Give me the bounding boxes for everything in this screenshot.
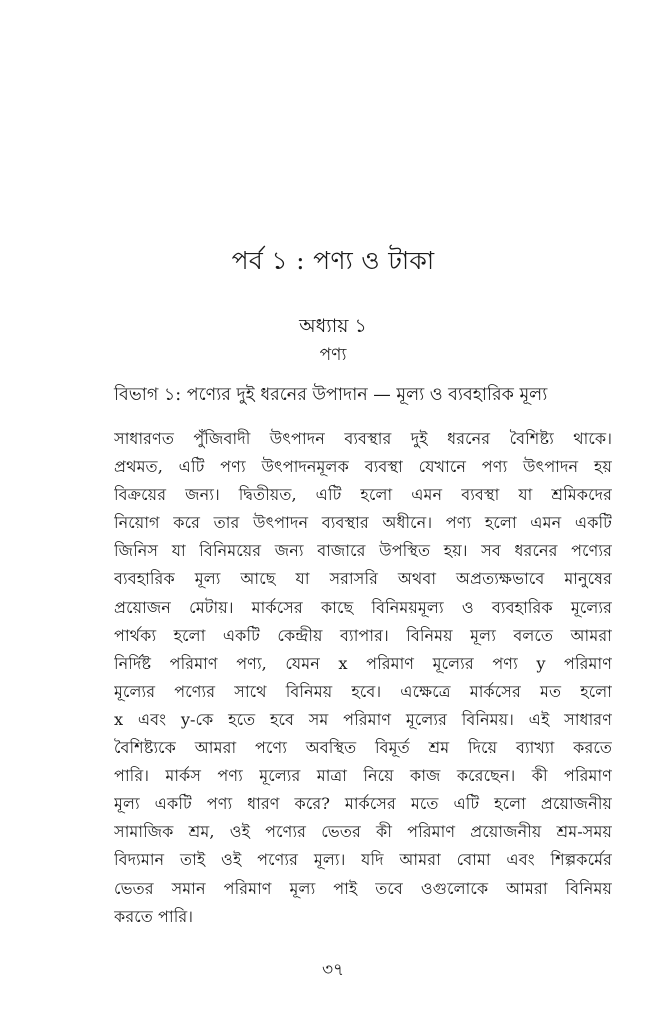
- paragraph-line: ব্যবহারিক মূল্য আছে যা সরাসরি অথবা অপ্রত্যক্ষভাবে মানুষের: [114, 569, 612, 589]
- paragraph-line: x এবং y-কে হতে হবে সম পরিমাণ মূল্যের বিনিময়। এই সাধারণ: [114, 709, 612, 729]
- page-number: ৩৭: [321, 960, 345, 980]
- chapter-name: পণ্য: [319, 345, 347, 365]
- paragraph-line: মূল্য একটি পণ্য ধারণ করে? মার্কসের মতে এটি হলো প্রয়োজনীয়: [114, 794, 612, 814]
- paragraph-line: প্রথমত, এটি পণ্য উৎপাদনমূলক ব্যবস্থা যেখানে পণ্য উৎপাদন হয়: [114, 457, 612, 477]
- paragraph-line: প্রয়োজন মেটায়। মার্কসের কাছে বিনিময়মূল্য ও ব্যবহারিক মূল্যের: [114, 597, 612, 617]
- body-paragraph: [114, 425, 612, 931]
- paragraph-line: বিক্রয়ের জন্য। দ্বিতীয়ত, এটি হলো এমন ব্যবস্থা যা শ্রমিকদের: [114, 485, 612, 505]
- paragraph-line: বৈশিষ্ট্যকে আমরা পণ্যে অবস্থিত বিমূর্ত শ্রম দিয়ে ব্যাখ্যা করতে: [114, 738, 612, 758]
- paragraph-line: বিদ্যমান তাই ওই পণ্যের মূল্য। যদি আমরা বোমা এবং শিল্পকর্মের: [114, 850, 612, 870]
- paragraph-line: সামাজিক শ্রম, ওই পণ্যের ভেতর কী পরিমাণ প্রয়োজনীয় শ্রম-সময়: [114, 822, 612, 842]
- paragraph-line: করতে পারি।: [114, 906, 194, 926]
- paragraph-line: সাধারণত পুঁজিবাদী উৎপাদন ব্যবস্থার দুই ধরনের বৈশিষ্ট্য থাকে।: [114, 429, 612, 448]
- chapter-label: অধ্যায় ১: [299, 315, 367, 337]
- paragraph-line: পারি। মার্কস পণ্য মূল্যের মাত্রা নিয়ে কাজ করেছেন। কী পরিমাণ: [114, 766, 612, 786]
- paragraph-line: মূল্যের পণ্যের সাথে বিনিময় হবে। এক্ষেত্রে মার্কসের মত হলো: [114, 681, 612, 701]
- paragraph-line: ভেতর সমান পরিমাণ মূল্য পাই তবে ওগুলোকে আমরা বিনিময়: [114, 878, 612, 898]
- paragraph-line: নিয়োগ করে তার উৎপাদন ব্যবস্থার অধীনে। পণ্য হলো এমন একটি: [114, 513, 612, 533]
- section-heading: বিভাগ ১: পণ্যের দুই ধরনের উপাদান — মূল্য ও ব্যবহারিক মূল্য: [114, 385, 548, 405]
- part-title: পর্ব ১ : পণ্য ও টাকা: [231, 246, 435, 275]
- paragraph-line: নির্দিষ্ট পরিমাণ পণ্য, যেমন x পরিমাণ মূল্যের পণ্য y পরিমাণ: [114, 653, 612, 673]
- paragraph-line: পার্থক্য হলো একটি কেন্দ্রীয় ব্যাপার। বিনিময় মূল্য বলতে আমরা: [114, 625, 612, 645]
- paragraph-line: জিনিস যা বিনিময়ের জন্য বাজারে উপস্থিত হয়। সব ধরনের পণ্যের: [114, 541, 612, 561]
